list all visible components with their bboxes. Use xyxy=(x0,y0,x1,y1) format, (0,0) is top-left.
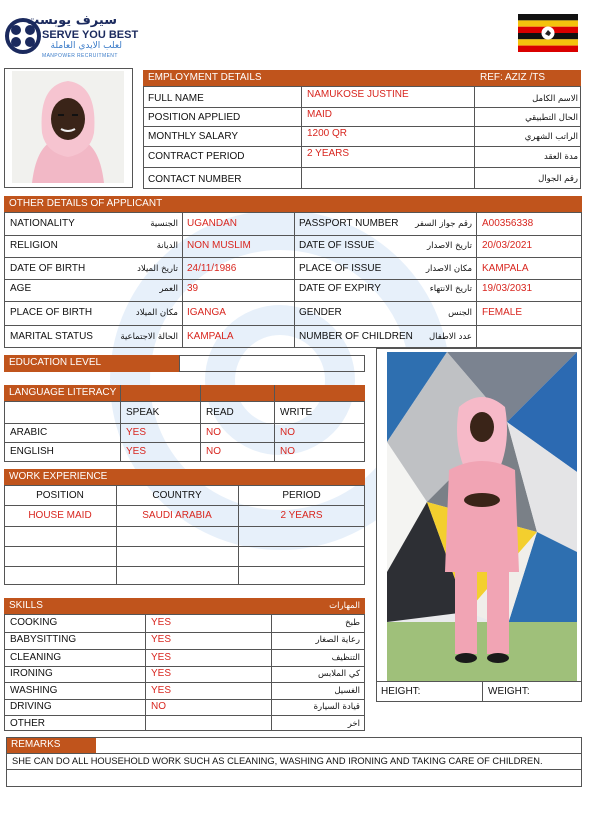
skills-header-ar: المهارات xyxy=(329,601,360,611)
skill-cooking-ar: طبخ xyxy=(345,618,360,628)
religion-value: NON MUSLIM xyxy=(187,240,251,251)
position-applied-ar: الحال التطبيقي xyxy=(525,113,578,123)
position-applied-label: POSITION APPLIED xyxy=(148,112,241,123)
uganda-flag-icon xyxy=(518,14,578,52)
monthly-salary-label: MONTHLY SALARY xyxy=(148,131,239,142)
arabic-read: NO xyxy=(206,427,221,438)
skill-other-ar: اخر xyxy=(347,719,360,729)
skill-ironing-label: IRONING xyxy=(10,668,53,679)
age-ar: العمر xyxy=(159,284,178,294)
full-body-photo xyxy=(387,352,577,681)
other-details-table xyxy=(4,212,582,348)
education-level-header: EDUCATION LEVEL xyxy=(4,355,179,372)
date-of-issue-ar: تاريخ الاصدار xyxy=(427,241,472,251)
date-of-birth-label: DATE OF BIRTH xyxy=(10,263,86,274)
skill-other-label: OTHER xyxy=(10,718,45,729)
date-of-birth-value: 24/11/1986 xyxy=(187,263,237,274)
remarks-header: REMARKS xyxy=(6,737,96,753)
marital-status-label: MARITAL STATUS xyxy=(10,331,93,342)
full-name-value: NAMUKOSE JUSTINE xyxy=(307,89,409,100)
write-header: WRITE xyxy=(280,407,313,418)
skills-header: SKILLS xyxy=(4,598,365,614)
skill-washing-ar: الغسيل xyxy=(334,686,360,696)
nationality-label: NATIONALITY xyxy=(10,218,75,229)
english-label: ENGLISH xyxy=(10,446,54,457)
work-country-header: COUNTRY xyxy=(152,490,202,501)
date-of-birth-ar: تاريخ الميلاد xyxy=(137,264,178,274)
speak-header: SPEAK xyxy=(126,407,160,418)
remarks-text: SHE CAN DO ALL HOUSEHOLD WORK SUCH AS CLEANING, WASHING AND IRONING AND TAKING CARE OF CHILDREN. xyxy=(12,756,543,766)
skill-cleaning-ar: التنظيف xyxy=(331,653,360,663)
skill-babysitting-ar: رعاية الصغار xyxy=(315,635,360,645)
work-position-header: POSITION xyxy=(36,490,84,501)
place-of-birth-value: IGANGA xyxy=(187,307,226,318)
logo-tagline-en: MANPOWER RECRUITMENT xyxy=(42,53,118,59)
marital-status-value: KAMPALA xyxy=(187,331,234,342)
gender-ar: الجنس xyxy=(448,308,472,318)
skill-cooking-label: COOKING xyxy=(10,617,58,628)
skill-cleaning-value: YES xyxy=(151,652,172,663)
work-country-value: SAUDI ARABIA xyxy=(142,510,212,521)
nationality-ar: الجنسية xyxy=(150,219,178,229)
english-write: NO xyxy=(280,446,295,457)
skill-babysitting-label: BABYSITTING xyxy=(10,634,77,645)
passport-number-label: PASSPORT NUMBER xyxy=(299,218,399,229)
place-of-birth-ar: مكان الميلاد xyxy=(135,308,178,318)
contract-period-label: CONTRACT PERIOD xyxy=(148,151,245,162)
logo-arabic: سيرف يوبست xyxy=(26,13,117,28)
monthly-salary-value: 1200 QR xyxy=(307,128,348,139)
contact-number-ar: رقم الجوال xyxy=(538,174,578,184)
contract-period-ar: مدة العقد xyxy=(544,152,578,162)
date-of-expiry-label: DATE OF EXPIRY xyxy=(299,283,381,294)
monthly-salary-ar: الراتب الشهري xyxy=(524,132,578,142)
skill-ironing-value: YES xyxy=(151,668,172,679)
contact-number-label: CONTACT NUMBER xyxy=(148,174,242,185)
gender-value: FEMALE xyxy=(482,307,523,318)
date-of-expiry-value: 19/03/2031 xyxy=(482,283,533,294)
full-name-ar: الاسم الكامل xyxy=(532,94,578,104)
work-period-header: PERIOD xyxy=(282,490,321,501)
date-of-issue-label: DATE OF ISSUE xyxy=(299,240,375,251)
work-position-value: HOUSE MAID xyxy=(28,510,92,521)
date-of-issue-value: 20/03/2021 xyxy=(482,240,533,251)
skill-cleaning-label: CLEANING xyxy=(10,652,62,663)
work-period-value: 2 YEARS xyxy=(280,510,323,521)
skill-driving-label: DRIVING xyxy=(10,701,52,712)
position-applied-value: MAID xyxy=(307,109,332,120)
logo-name: SERVE YOU BEST xyxy=(42,29,139,41)
skill-driving-value: NO xyxy=(151,701,166,712)
full-name-label: FULL NAME xyxy=(148,93,204,104)
gender-label: GENDER xyxy=(299,307,342,318)
place-of-issue-ar: مكان الاصدار xyxy=(425,264,472,274)
marital-status-ar: الحالة الاجتماعية xyxy=(120,332,178,342)
passport-photo xyxy=(12,71,124,183)
nationality-value: UGANDAN xyxy=(187,218,238,229)
skill-ironing-ar: كي الملابس xyxy=(318,669,360,679)
english-speak: YES xyxy=(126,446,147,457)
employment-details-header: EMPLOYMENT DETAILS xyxy=(143,70,475,86)
age-label: AGE xyxy=(10,283,32,294)
education-level-value xyxy=(179,355,365,372)
skill-washing-label: WASHING xyxy=(10,685,58,696)
contract-period-value: 2 YEARS xyxy=(307,148,350,159)
read-header: READ xyxy=(206,407,234,418)
age-value: 39 xyxy=(187,283,199,294)
logo-tagline-ar: لعلب الايدي العاملة xyxy=(50,41,122,51)
place-of-issue-value: KAMPALA xyxy=(482,263,529,274)
arabic-speak: YES xyxy=(126,427,147,438)
language-literacy-header: LANGUAGE LITERACY xyxy=(4,385,365,401)
date-of-expiry-ar: تاريخ الانتهاء xyxy=(429,284,472,294)
skill-driving-ar: قيادة السيارة xyxy=(313,702,360,712)
religion-label: RELIGION xyxy=(10,240,58,251)
arabic-label: ARABIC xyxy=(10,427,48,438)
place-of-issue-label: PLACE OF ISSUE xyxy=(299,263,382,274)
place-of-birth-label: PLACE OF BIRTH xyxy=(10,307,93,318)
work-experience-header: WORK EXPERIENCE xyxy=(4,469,365,485)
skill-babysitting-value: YES xyxy=(151,634,172,645)
arabic-write: NO xyxy=(280,427,295,438)
weight-label: WEIGHT: xyxy=(488,686,530,697)
skill-cooking-value: YES xyxy=(151,617,172,628)
ref-number: REF: AZIZ /TS xyxy=(475,70,581,86)
skill-washing-value: YES xyxy=(151,685,172,696)
religion-ar: الديانة xyxy=(156,241,178,251)
number-of-children-ar: عدد الاطفال xyxy=(428,332,472,342)
number-of-children-label: NUMBER OF CHILDREN xyxy=(299,331,413,342)
passport-number-value: A00356338 xyxy=(482,218,534,229)
passport-number-ar: رقم جواز السفر xyxy=(415,219,472,229)
english-read: NO xyxy=(206,446,221,457)
other-details-header: OTHER DETAILS OF APPLICANT xyxy=(4,196,582,212)
height-label: HEIGHT: xyxy=(381,686,421,697)
